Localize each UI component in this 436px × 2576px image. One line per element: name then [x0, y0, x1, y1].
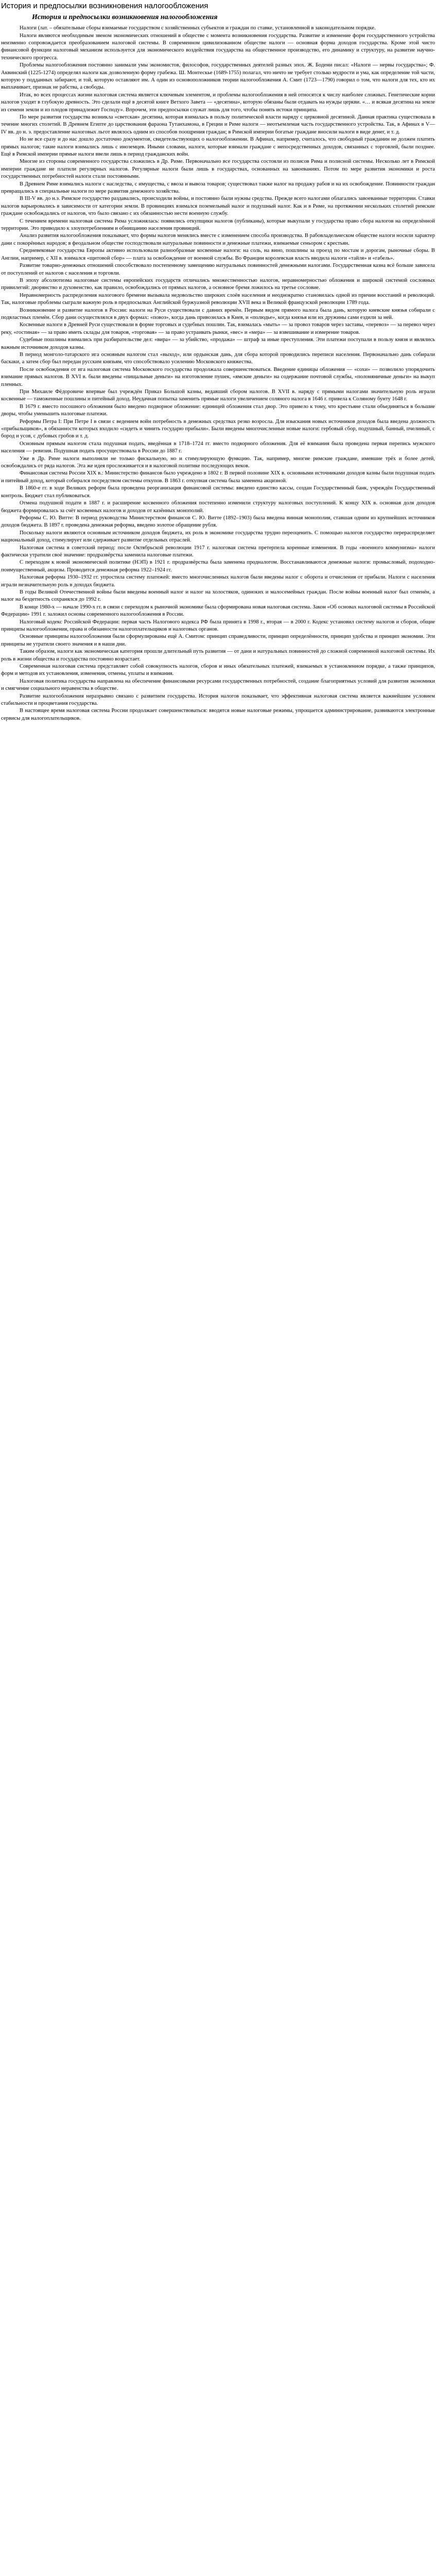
paragraph: Развитие товарно-денежных отношений способствовало постепенному замещению натуральных повинностей денежными налогами. Государственная казна всё больше зависела от поступлений от налогов с населения и торговли.	[1, 263, 435, 276]
paragraph: В III-V вв. до н.э. Римское государство раздавались, происходили войны, и постоянно были нужны средства. Прежде всего налогами облагались завоеванные территории. Ставки налогов варьировались в зависимости от категории земли. В провинциях взимался поземельный налог и подушный налог. Как и в Риме, на протяжении нескольких столетий римские граждане освобождались от налогов, что было связано с их обязанностью нести военную службу.	[1, 196, 435, 217]
paragraph: Финансовая система России XIX в.: Министерство финансов было учреждено в 1802 г. В первой половине XIX в. основными источниками доходов казны были подушная подать и питейный доход, который собирался посредством системы откупов. В 1863 г. откупная система была заменена акцизной.	[1, 470, 435, 484]
paragraph: Возникновение и развитие налогов в России: налоги на Руси существовали с давних времён. Первым видом прямого налога была дань, которую киевские князья собирали с подвластных племён. Сбор дани осуществлялся в двух формах: «повоз», когда дань привозилась в Киев, и «полюдье», когда князья или их дружины сами ездили за ней.	[1, 307, 435, 320]
paragraph: С течением времени налоговая система Рима усложнялась: появились откупщики налогов (публиканы), которые выкупали у государства право сбора налогов на определённой территории. Это приводило к злоупотреблениям и обнищанию населения провинций.	[1, 218, 435, 232]
paragraph: Поскольку налоги являются основным источником доходов бюджета, их роль в экономике государства трудно переоценить. С помощью налогов государство перераспределяет национальный доход, стимулирует или сдерживает развитие отдельных отраслей.	[1, 530, 435, 544]
paragraph: Неравномерность распределения налогового бремени вызывала недовольство широких слоёв населения и неоднократно становилась одной из причин восстаний и революций. Так, налоговые проблемы сыграли важную роль в предпосылках Английской буржуазной революции XVII века и Великой французской революции 1789 года.	[1, 292, 435, 306]
paragraph: Налоговая политика государства направлена на обеспечение финансовыми ресурсами государственных потребностей, создание благоприятных условий для развития экономики и смягчение социального неравенства в обществе.	[1, 678, 435, 692]
article-heading: История и предпосылки возникновения налогообложения	[32, 13, 218, 21]
paragraph: Многие из стороны современного государства сложились в Др. Риме. Первоначально все государства состояли из полисов Рима и полисной системы. Несколько лет в Римской империи граждане не платили регулярных налогов. Регулярные налоги были лишь в государствах, основанных на завоеваниях. Потом по мере развития экономики и роста государственных потребностей налоги стали постоянными.	[1, 159, 435, 180]
paragraph: В настоящее время налоговая система России продолжает совершенствоваться: вводятся новые налоговые режимы, упрощается администрирование, развиваются электронные сервисы для налогоплательщиков.	[1, 708, 435, 721]
paragraph: Итак, во всех процессах жизни налоговая система является ключевым элементом, и проблемы налогообложения в ней относятся к числу наиболее сложных. Генетические корни налогов уходят в глубокую древность. Это сделали ещё в десятой книге Ветхого Завета — «десятина», которую обязаны были отдавать на нужды церкви. «… и всякая десятина на земле из семени земли и из плодов принадлежит Господу». Впрочем, эти предпосылки служат лишь для того, чтобы понять истоки принципа.	[1, 92, 435, 113]
paragraph: Развитие налогообложения неразрывно связано с развитием государства. История налогов показывает, что эффективная налоговая система является важнейшим условием стабильности и процветания государства.	[1, 693, 435, 707]
paragraph: Отмена подушной подати в 1887 г. и расширение косвенного обложения постепенно изменили структуру налоговых поступлений. К концу XIX в. основная доля доходов бюджета формировалась за счёт косвенных налогов и доходов от казённых монополий.	[1, 500, 435, 514]
paragraph: После освобождения от ига налоговая система Московского государства продолжала совершенствоваться. Введение единицы обложения — «сохи» — позволило упорядочить взимание прямых налогов. В XVI в. были введены «пищальные деньги» на изготовление пушек, «ямские деньги» на содержание почтовой службы, «полоняничные деньги» на выкуп пленных.	[1, 366, 435, 387]
document-body	[0, 13, 436, 722]
paragraph: Основные принципы налогообложения были сформулированы ещё А. Смитом: принцип справедливости, принцип определённости, принцип удобства и принцип экономии. Эти принципы не утратили своего значения и в наши дни.	[1, 634, 435, 647]
paragraph: Основным прямым налогом стала подушная подать, введённая в 1718–1724 гг. вместо подворного обложения. Для её взимания была проведена первая перепись мужского населения — ревизия. Подушная подать просуществовала в России до 1887 г.	[1, 440, 435, 454]
paragraph: При Михаиле Фёдоровиче впервые был учреждён Приказ Большой казны, ведавший сбором налогов. В XVII в. наряду с прямыми налогами значительную роль играли косвенные — таможенные пошлины и питейный доход. Неудачная попытка заменить прямые налоги увеличением соляного налога в 1646 г. привела к Соляному бунту 1648 г.	[1, 389, 435, 402]
paragraph: Но не все сразу и до нас дошло достаточно документов, свидетельствующих о налогообложении. В Афинах, например, считалось, что свободный гражданин не должен платить прямых налогов; такие налоги взимались лишь с иноземцев. Иными словами, налоги, которые взимали граждане с непосредственных доходов, связанных с торговлей, были позднее. Ещё в Римской империи прямые налоги ввели лишь в период гражданских войн.	[1, 137, 435, 157]
paragraph: Проблемы налогообложения постоянно занимали умы экономистов, философов, государственных деятелей разных эпох. Ж. Бодени писал: «Налоги — нервы государства»; Ф. Аквинский (1225-1274) определял налоги как дозволенную форму грабежа. Ш. Монтескье (1689-1755) полагал, что ничто не требует столько мудрости и ума, как определение той части, которую у подданных забирают, и той, которую оставляют им. А один из основоположников теории налогообложения А. Смит (1723—1790) говорил о том, что налоги для тех, кто их выплачивает, признак не рабства, а свободы.	[1, 62, 435, 91]
paragraph: Налоговая система в советский период: после Октябрьской революции 1917 г. налоговая система претерпела коренные изменения. В годы «военного коммунизма» налоги фактически утратили своё значение: продразвёрстка заменила налоговые платежи.	[1, 545, 435, 558]
paragraph: Налоги (лат. – обязательные сборы взимаемые государством с хозяйственных субъектов и граждан по ставке, установленной в законодательном порядке.	[20, 25, 376, 31]
paragraph: В 1860-е гг. в ходе Великих реформ была проведена реорганизация финансовой системы: введено единство кассы, создан Государственный банк, учреждён Государственный контроль. Бюджет стал публиковаться.	[1, 485, 435, 499]
paragraph: В конце 1980-х — начале 1990-х гг. в связи с переходом к рыночной экономике была сформирована новая налоговая система. Закон «Об основах налоговой системы в Российской Федерации» 1991 г. заложил основы современного налогообложения в России.	[1, 604, 435, 618]
paragraph: В период монголо-татарского ига основным налогом стал «выход», или ордынская дань, для сбора которой проводились переписи населения. Первоначально дань собирали баскаки, а затем сбор был передан русским князьям, что способствовало усилению Московского княжества.	[1, 351, 435, 365]
paragraph-list	[1, 25, 435, 722]
paragraph: Реформы С. Ю. Витте: В период руководства Министерством финансов С. Ю. Витте (1892–1903) была введена винная монополия, ставшая одним из крупнейших источников доходов бюджета. В 1897 г. проведена денежная реформа, введено золотое обращение рубля.	[1, 515, 435, 529]
paragraph: В 1679 г. вместо посошного обложения было введено подворное обложение: единицей обложения стал двор. Это привело к тому, что крестьяне стали объединяться в большие дворы, чтобы уменьшить налоговые платежи.	[1, 403, 435, 417]
paragraph: Средневековые государства Европы активно использовали разнообразные косвенные налоги: на соль, на вино, пошлины за проезд по мостам и дорогам, рыночные сборы. В Англии, например, с XII в. взимался «щитовой сбор» — плата за освобождение от военной службы. Во Франции королевская власть вводила налоги «тайля» и «габель».	[1, 248, 435, 261]
page-title: История и предпосылки возникновения налогообложения	[1, 2, 208, 10]
paragraph: По мере развития государства возникла «светская» десятина, которая взималась в пользу политической власти наряду с церковной десятиной. Данная практика существовала в течение многих столетий. В Древнем Египте до царствования фараона Тутанхамона, в Греции и Риме налоги — неотъемлемая часть государственного устройства. Так, в Афинах в V—IV вв. до н. э. предоставление налоговых льгот являлось одним из способов поощрения граждан; в Римской империи богатые граждане вносили налоги в виде денег, и т. д.	[1, 114, 435, 135]
paragraph: Косвенные налоги в Древней Руси существовали в форме торговых и судебных пошлин. Так, взималась «мыть» — за провоз товаров через заставы, «перевоз» — за перевоз через реку, «гостиная» — за право иметь склады для товаров, «торговая» — за право устраивать рынки, «вес» и «мера» — за взвешивание и измерение товаров.	[1, 322, 435, 335]
paragraph: Судебные пошлины взимались при разбирательстве дел: «вира» — за убийство, «продажа» — штраф за иные преступления. Эти платежи поступали в пользу князя и являлись важным источником доходов казны.	[1, 337, 435, 350]
paragraph: Налоги являются необходимым звеном экономических отношений в обществе с момента возникновения государства. Развитие и изменение форм государственного устройства неизменно сопровождается преобразованием налоговой системы. В современном цивилизованном обществе налоги — основная форма доходов государства. Кроме этой чисто финансовой функции налоговый механизм используется для экономического воздействия государства на общественное производство, его динамику и структуру, на развитие научно-технического прогресса.	[1, 32, 435, 61]
paragraph: С переходом к новой экономической политике (НЭП) в 1921 г. продразвёрстка была заменена продналогом. Восстанавливаются денежные налоги: промысловый, подоходно-поимущественный, акцизы. Проводится денежная реформа 1922–1924 гг.	[1, 560, 435, 573]
paragraph: Налоговый кодекс Российской Федерации: первая часть Налогового кодекса РФ была принята в 1998 г., вторая — в 2000 г. Кодекс установил систему налогов и сборов, общие принципы налогообложения, права и обязанности налогоплательщиков и налоговых органов.	[1, 619, 435, 632]
paragraph: Уже в Др. Риме налоги выполняли не только фискальную, но и стимулирующую функцию. Так, например, многие римские граждане, имевшие трёх и более детей, освобождались от ряда налогов. Эта же идея прослеживается и в налоговой политике последующих веков.	[1, 455, 435, 469]
paragraph: В Древнем Риме взимались налоги с наследства, с имущества, с ввоза и вывоза товаров; существовал также налог на продажу рабов и на их освобождение. Повинности граждан превращались в специальные налоги по мере развития денежного хозяйства.	[1, 181, 435, 195]
paragraph: Таким образом, налоги как экономическая категория прошли длительный путь развития — от дани и натуральных повинностей до сложной современной налоговой системы. Их роль в жизни общества и государства постоянно возрастает.	[1, 649, 435, 662]
paragraph: Современная налоговая система представляет собой совокупность налогов, сборов и иных обязательных платежей, взимаемых в установленном порядке, а также принципов, форм и методов их установления, изменения, отмены, уплаты и взимания.	[1, 664, 435, 677]
paragraph: Реформы Петра I: При Петре I в связи с ведением войн потребность в денежных средствах резко возросла. Для изыскания новых источников доходов была введена должность «прибыльщиков», в обязанности которых входило «сидеть и чинить государю прибыли». Были введены многочисленные новые налоги: гербовый сбор, подушный, банный, пчелиный, с бород и усов, с дубовых гробов и т. д.	[1, 418, 435, 439]
paragraph: Анализ развития налогообложения показывает, что формы налогов менялись вместе с изменением способа производства. В рабовладельческом обществе налоги носили характер дани с покорённых народов; в феодальном обществе господствовали натуральные повинности и денежные платежи, взимаемые сеньором с крестьян.	[1, 233, 435, 246]
paragraph: В годы Великой Отечественной войны были введены военный налог и налог на холостяков, одиноких и малосемейных граждан. После войны военный налог был отменён, а налог на бездетность сохранялся до 1992 г.	[1, 589, 435, 603]
paragraph: Налоговая реформа 1930–1932 гг. упростила систему платежей: вместо многочисленных налогов были введены налог с оборота и отчисления от прибыли. Налоги с населения играли незначительную роль в доходах бюджета.	[1, 574, 435, 588]
paragraph: В эпоху абсолютизма налоговые системы европейских государств отличались множественностью налогов, неравномерностью обложения и широкой системой сословных привилегий: дворянство и духовенство, как правило, освобождались от прямых налогов, а основное бремя ложилось на третье сословие.	[1, 277, 435, 291]
